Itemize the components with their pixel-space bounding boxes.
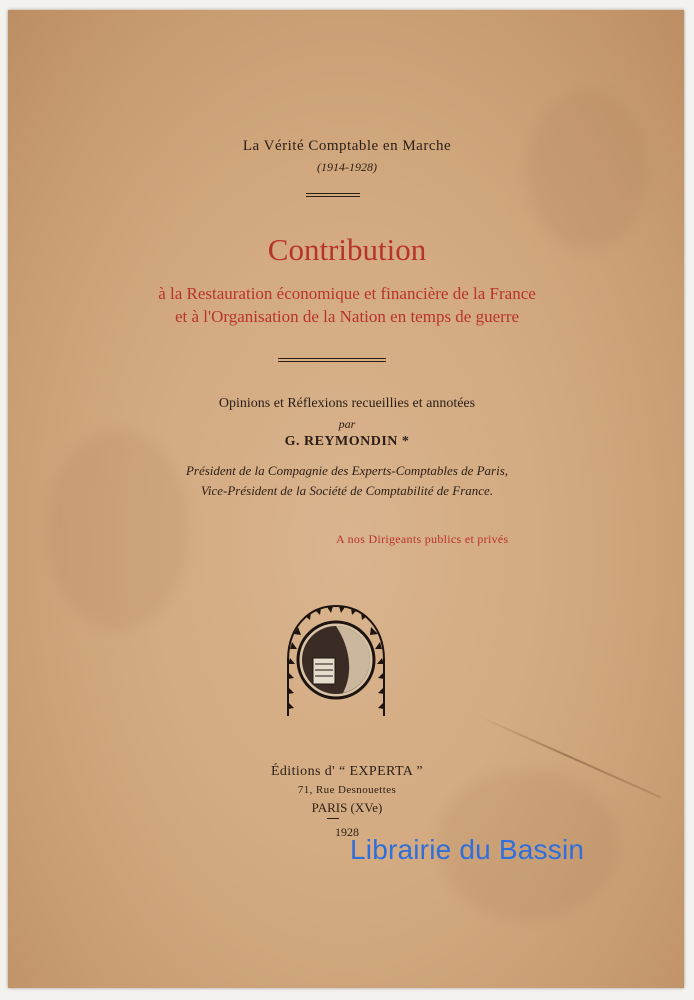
main-title: Contribution (267, 232, 427, 267)
paper-stain (48, 430, 188, 630)
experta-emblem-icon (283, 604, 389, 718)
par-line: par (338, 417, 356, 431)
publisher-address: 71, Rue Desnouettes (297, 784, 397, 796)
divider-rule (278, 358, 386, 362)
subtitle-line-2: et à l'Organisation de la Nation en temps de guerre (174, 307, 520, 326)
author-role-2: Vice-Président de la Société de Comptabilité de France. (200, 483, 494, 498)
author-name: G. REYMONDIN * (284, 434, 410, 449)
author-role-1: Président de la Compagnie des Experts-Comptables de Paris, (185, 463, 509, 478)
subtitle-line-1: à la Restauration économique et financière de la France (158, 284, 536, 303)
series-years: (1914-1928) (317, 160, 377, 174)
small-rule (327, 818, 339, 819)
publisher: Éditions d' “ EXPERTA ” (270, 764, 424, 779)
publisher-city: PARIS (XVe) (311, 800, 383, 815)
publication-year: 1928 (335, 825, 359, 839)
collected-line: Opinions et Réflexions recueillies et annotées (218, 396, 476, 411)
dedication: A nos Dirigeants publics et privés (336, 532, 509, 546)
divider-rule (306, 193, 360, 197)
series-title: La Vérité Comptable en Marche (242, 138, 452, 154)
bookseller-watermark: Librairie du Bassin (350, 834, 585, 865)
